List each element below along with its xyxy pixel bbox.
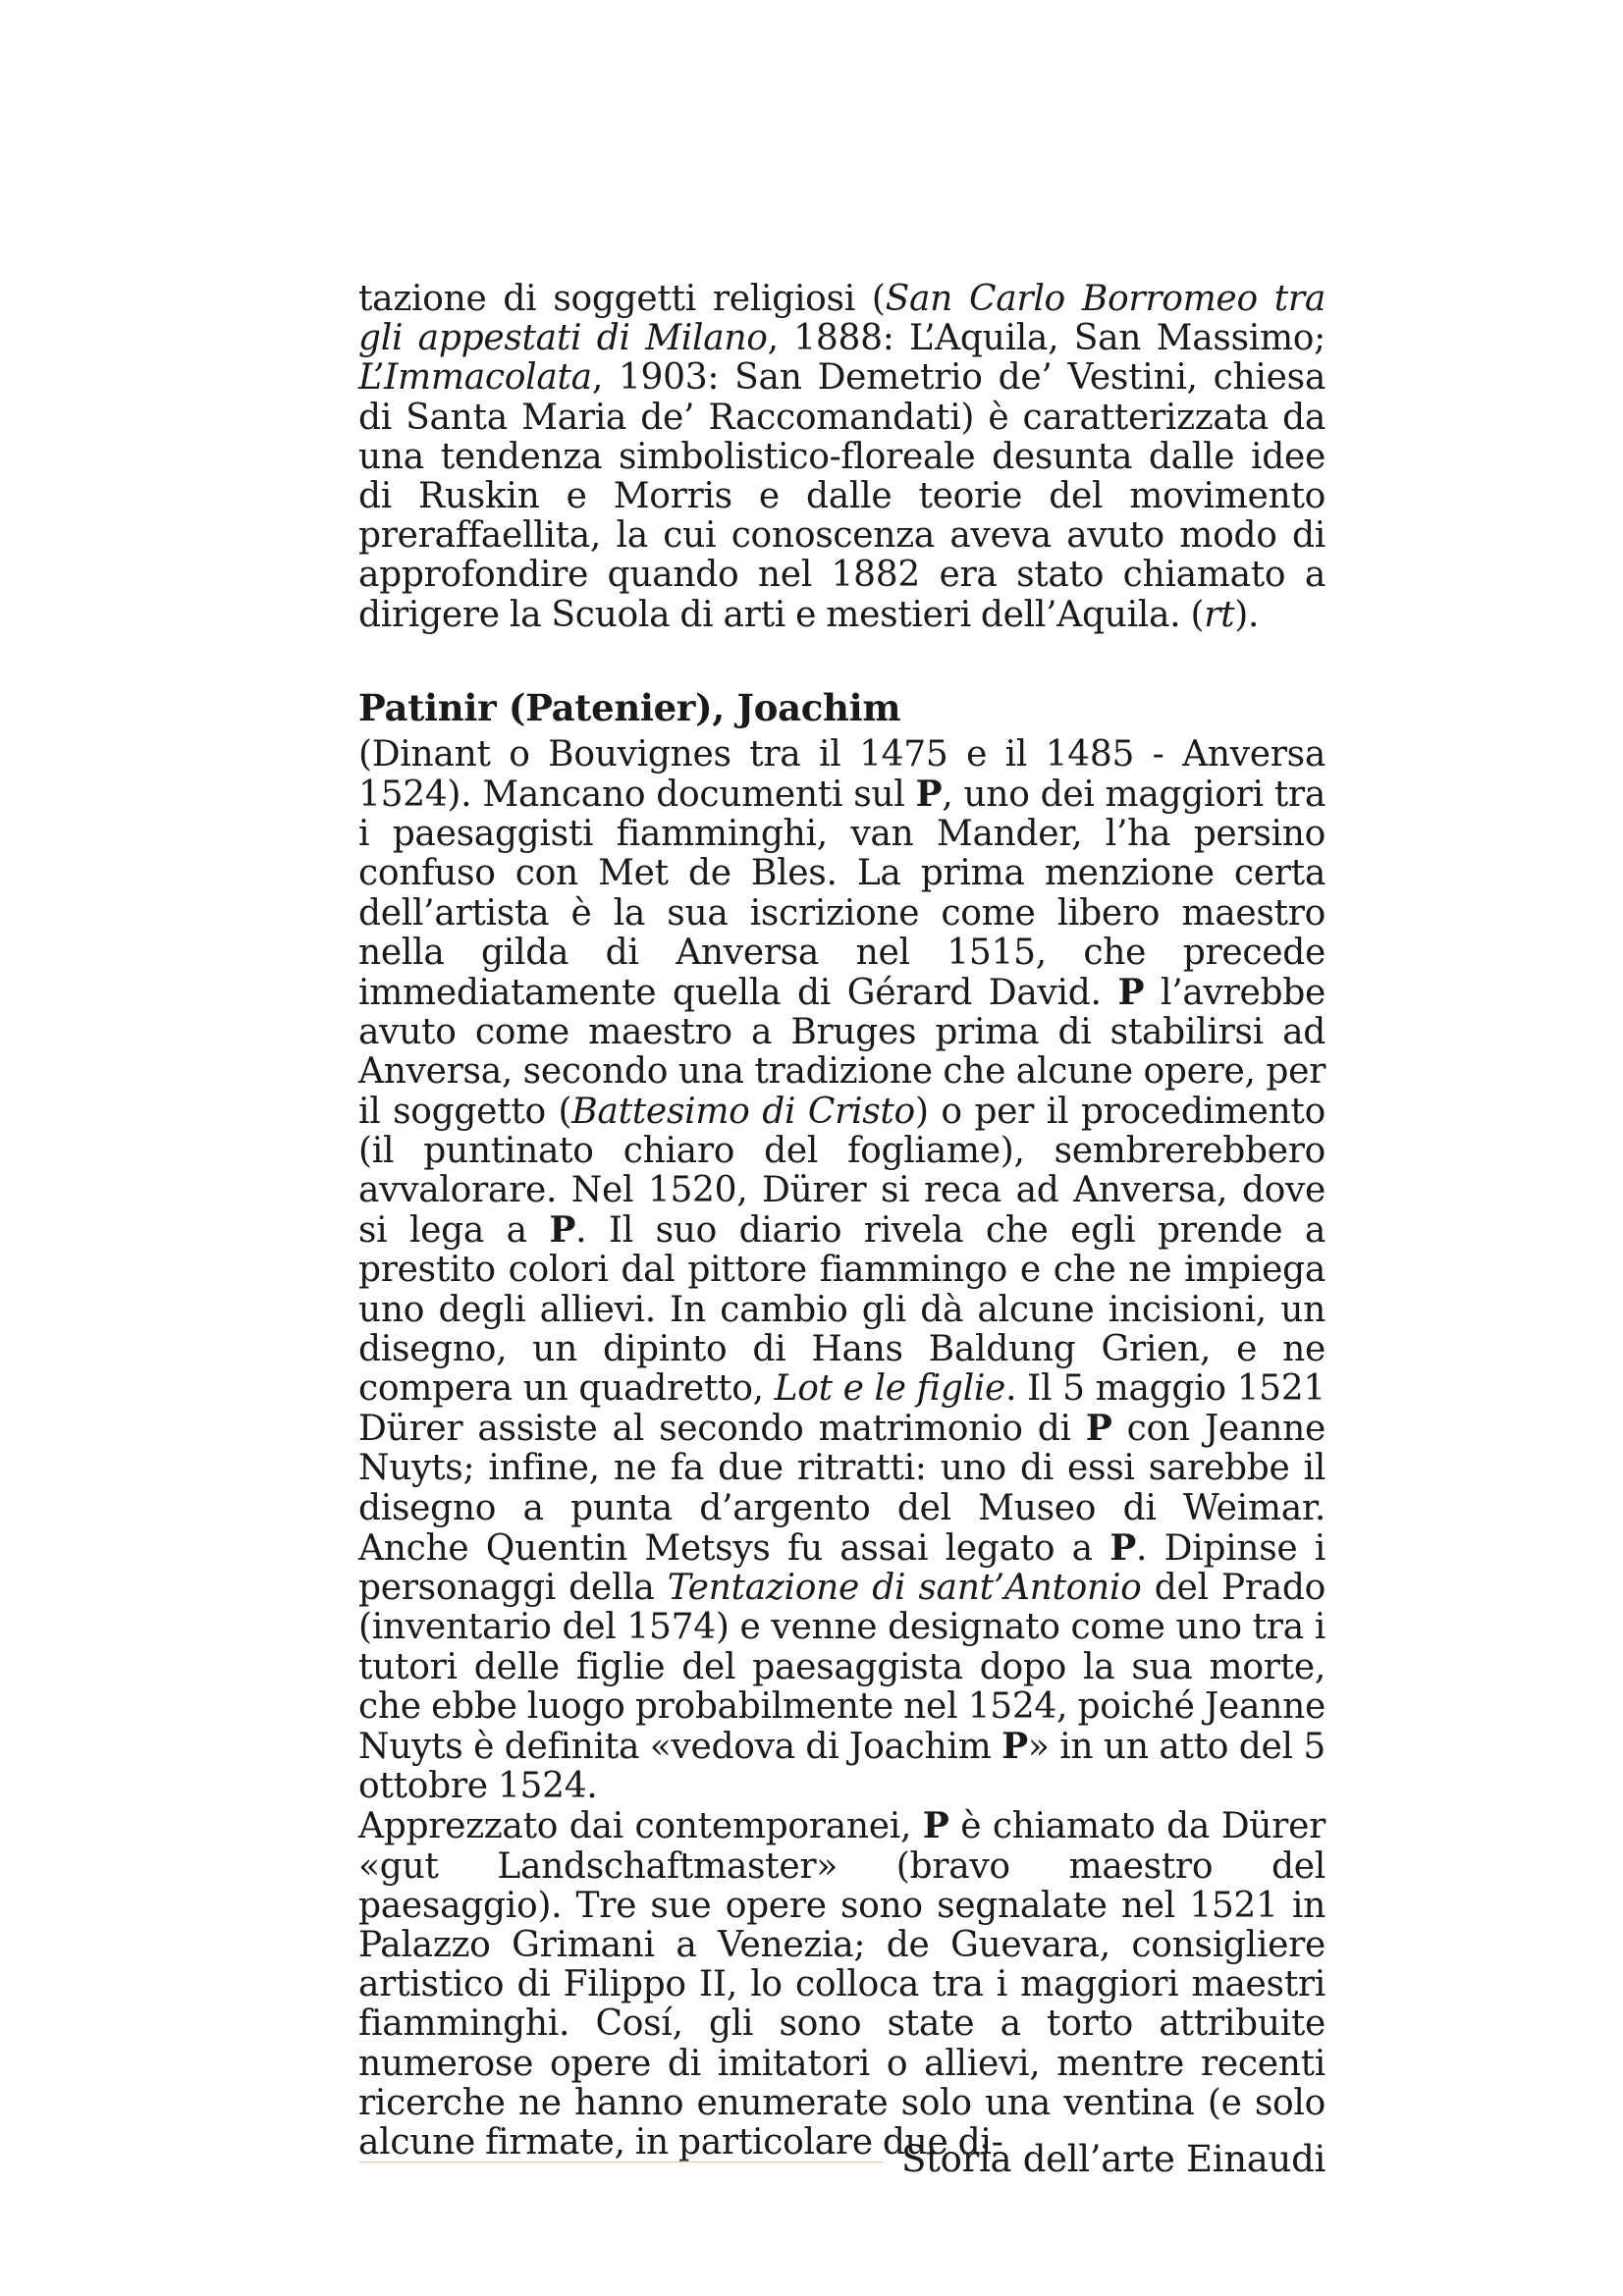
entry-heading: Patinir (Patenier), Joachim bbox=[358, 685, 901, 729]
body-text: , 1888: L’Aquila, San Massimo; bbox=[767, 318, 1326, 359]
intro-paragraph bbox=[358, 280, 1325, 635]
bold-text: P bbox=[922, 1805, 949, 1847]
entry-body bbox=[358, 735, 1325, 2163]
bold-text: P bbox=[1109, 1526, 1137, 1569]
bold-text: P bbox=[1117, 972, 1145, 1014]
body-text: tazione di soggetti religiosi ( bbox=[358, 279, 886, 319]
bold-text: P bbox=[1001, 1725, 1028, 1767]
italic-text: L’Immacolata bbox=[358, 357, 592, 399]
body-text: ). bbox=[1234, 594, 1260, 635]
italic-text: rt bbox=[1204, 594, 1235, 635]
footer-title: Storia dell’arte Einaudi bbox=[901, 2138, 1325, 2180]
italic-text: Lot e le figlie bbox=[774, 1368, 1006, 1410]
footer-rule bbox=[358, 2162, 884, 2163]
body-text: è chiamato da Dürer «gut Landschaftmaster» (bravo maestro del paesaggio). Tre sue opere sono segnalate nel 1521 in Palazzo Grimani a Venezia; de Guevara, consigliere artistico di Filippo II, lo colloca tra i maggiori maestri fiamminghi. Cosí, gli sono state a torto attribuite numerose opere di imitatori o allievi, mentre recenti ricerche ne hanno enumerate solo una ventina (e solo alcune firmate, in particolare due di- bbox=[358, 1806, 1325, 2163]
bold-text: P bbox=[1085, 1408, 1112, 1450]
italic-text: Tentazione di sant’Antonio bbox=[667, 1568, 1142, 1609]
body-text: Apprezzato dai contemporanei, bbox=[358, 1806, 923, 1847]
body-text: » in un atto del 5 ottobre 1524. bbox=[358, 1726, 1325, 1807]
body-text: ) o per il procedimento (il puntinato chiaro del fogliame), sembrerebbero avvalorare. Nel 1520, Dürer si reca ad Anversa, dove si lega a bbox=[358, 1091, 1325, 1252]
body-text: con Jeanne Nuyts; infine, ne fa due ritratti: uno di essi sarebbe il disegno a punta d’argento del Museo di Weimar. Anche Quentin Metsys fu assai legato a bbox=[358, 1409, 1325, 1569]
body-text: del Prado (inventario del 1574) e venne designato come uno tra i tutori delle figlie del paesaggista dopo la sua morte, che ebbe luogo probabilmente nel 1524, poiché Jeanne Nuyts è definita «vedova di Joachim bbox=[358, 1568, 1325, 1767]
italic-text: Battesimo di Cristo bbox=[571, 1091, 915, 1132]
body-text: . Il suo diario rivela che egli prende a prestito colori dal pittore fiammingo e che ne impiega uno degli allievi. In cambio gli dà alcune incisioni, un disegno, un dipinto di Hans Baldung Grien, e ne compera un quadretto, bbox=[358, 1210, 1325, 1410]
entry-paragraph bbox=[358, 1806, 1325, 2163]
body-text: , uno dei maggiori tra i paesaggisti fiamminghi, van Mander, l’ha persino confuso con Met de Bles. La prima menzione certa dell’artista è la sua iscrizione come libero maestro nella gilda di Anversa nel 1515, che precede immediatamente quella di Gérard David. bbox=[358, 774, 1325, 1014]
body-text: , 1903: San Demetrio de’ Vestini, chiesa di Santa Maria de’ Raccomandati) è caratterizzata da una tendenza simbolistico-floreale desunta dalle idee di Ruskin e Morris e dalle teorie del movimento preraffaellita, la cui conoscenza aveva avuto modo di approfondire quando nel 1882 era stato chiamato a dirigere la Scuola di arti e mestieri dell’Aquila. ( bbox=[358, 357, 1325, 635]
body-text: . Dipinse i personaggi della bbox=[358, 1527, 1325, 1609]
italic-text: San Carlo Borromeo tra gli appestati di Milano bbox=[358, 279, 1326, 359]
body-text: . Il 5 maggio 1521 Dürer assiste al secondo matrimonio di bbox=[358, 1368, 1325, 1450]
bold-text: P bbox=[915, 774, 943, 816]
entry-paragraph bbox=[358, 735, 1325, 1806]
body-text: (Dinant o Bouvignes tra il 1475 e il 1485 - Anversa 1524). Mancano documenti sul bbox=[358, 733, 1325, 816]
body-text: l’avrebbe avuto come maestro a Bruges prima di stabilirsi ad Anversa, secondo una tradizione che alcune opere, per il soggetto ( bbox=[358, 973, 1325, 1132]
bold-text: P bbox=[549, 1209, 576, 1252]
page-body bbox=[358, 280, 1325, 2163]
page-footer bbox=[358, 2135, 1325, 2184]
